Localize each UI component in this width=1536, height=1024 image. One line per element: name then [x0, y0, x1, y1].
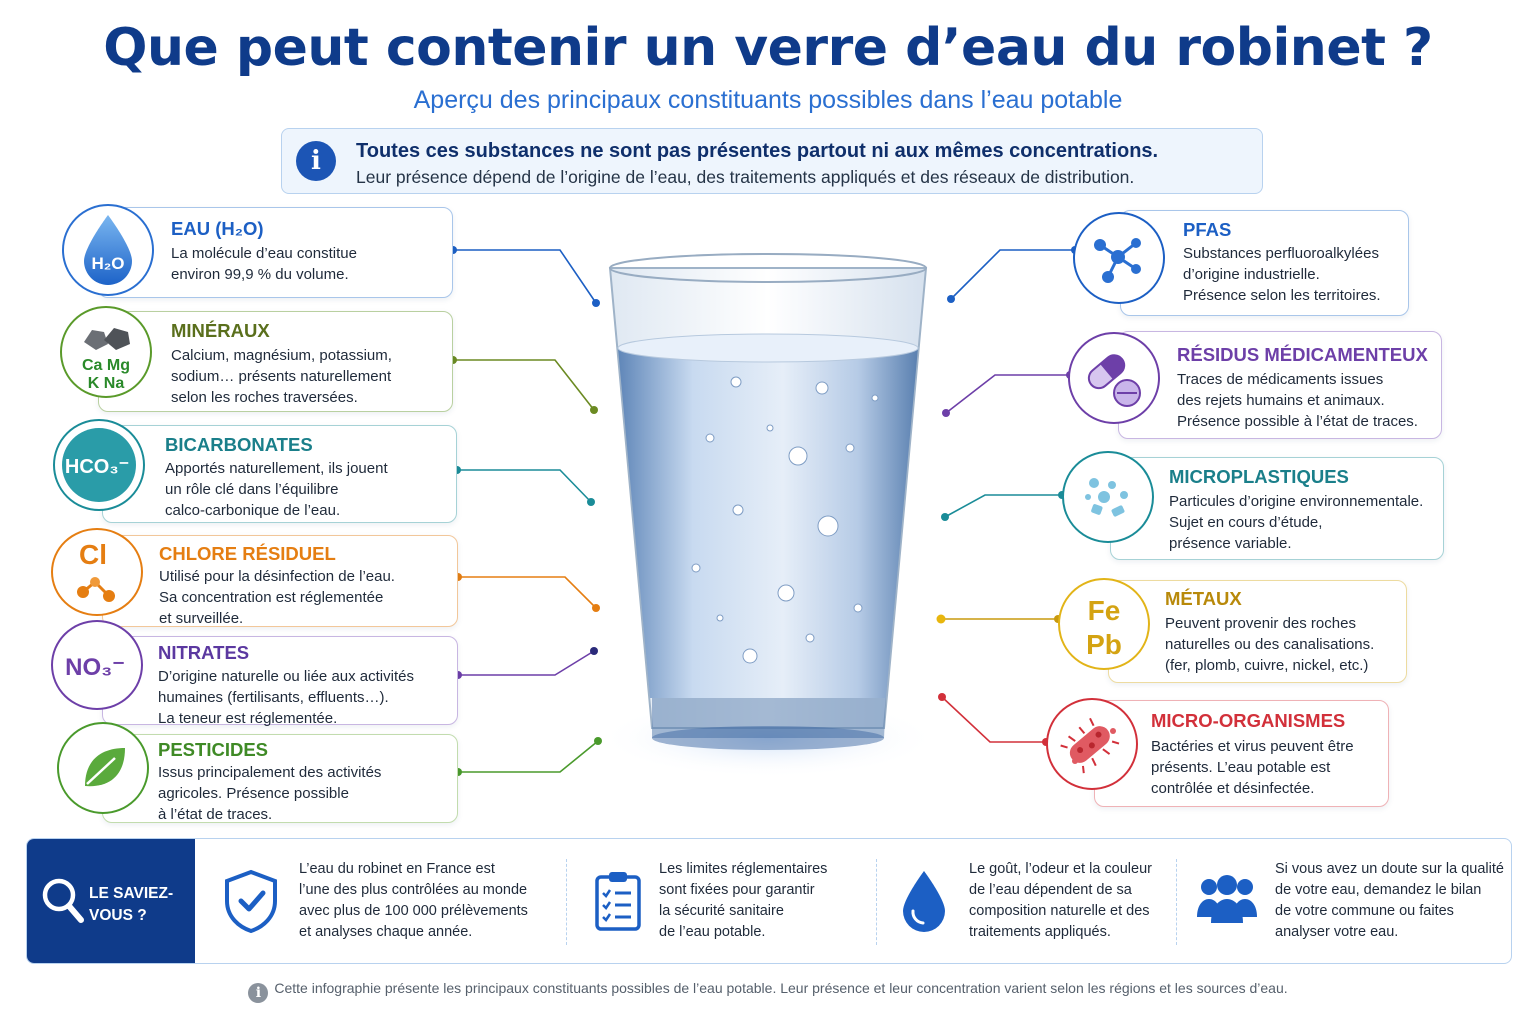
card-title: RÉSIDUS MÉDICAMENTEUX — [1177, 344, 1428, 365]
card-text: La molécule d’eau constitue environ 99,9 % du volume. — [171, 245, 357, 283]
card-text: Peuvent provenir des roches naturelles ou des canalisations. (fer, plomb, cuivre, nickel, etc.) — [1165, 615, 1375, 674]
card-text: Substances perfluoroalkylées d’origine industrielle. Présence selon les territoires. — [1183, 245, 1381, 304]
svg-text:HCO₃⁻: HCO₃⁻ — [64, 456, 130, 478]
shield-check-icon — [223, 869, 279, 933]
svg-text:Pb: Pb — [1086, 629, 1122, 660]
clipboard-icon — [593, 869, 643, 933]
card-text: Utilisé pour la désinfection de l’eau. Sa concentration est réglementée et surveillée. — [159, 568, 395, 627]
fact-controles — [223, 839, 563, 964]
card-title: BICARBONATES — [165, 434, 313, 455]
pills-icon — [1068, 332, 1160, 424]
card-metaux — [1108, 580, 1407, 683]
divider — [566, 859, 567, 945]
card-bicarbonates — [102, 425, 457, 523]
fact-limites — [593, 839, 893, 964]
molecule-icon — [1073, 212, 1165, 304]
svg-text:NO₃⁻: NO₃⁻ — [65, 654, 125, 681]
footer-note — [0, 980, 1536, 1003]
page-subtitle: Aperçu des principaux constituants possibles dans l’eau potable — [413, 86, 1123, 114]
divider — [1176, 859, 1177, 945]
magnifier-icon — [41, 877, 85, 925]
card-title: MÉTAUX — [1165, 588, 1242, 609]
card-text: D’origine naturelle ou liée aux activités humaines (fertilisants, effluents…). La teneur est réglementée. — [158, 668, 414, 727]
info-line-1: Toutes ces substances ne sont pas présentes partout ni aux mêmes concentrations. — [356, 140, 1159, 162]
card-residus-medicamenteux — [1118, 331, 1442, 439]
drop-icon — [899, 869, 949, 935]
card-title: PFAS — [1183, 219, 1232, 240]
card-mineraux — [98, 311, 453, 412]
card-text: Apportés naturellement, ils jouent un rôle clé dans l’équilibre calco-carbonique de l’eau. — [165, 460, 388, 519]
leaf-icon — [57, 722, 149, 814]
card-text: Particules d’origine environnementale. Sujet en cours d’étude, présence variable. — [1169, 493, 1424, 552]
did-you-know-panel — [26, 838, 1512, 964]
microplastics-icon — [1062, 451, 1154, 543]
bacteria-icon — [1046, 698, 1138, 790]
water-drop-h2o-icon — [62, 204, 154, 296]
chlorine-molecule-icon — [51, 528, 143, 616]
info-icon: i — [248, 983, 268, 1003]
page-title: Que peut contenir un verre d’eau du robinet ? — [103, 18, 1433, 78]
metals-icon — [1058, 578, 1150, 670]
people-icon — [1195, 873, 1259, 925]
card-pesticides — [102, 734, 458, 823]
rocks-icon — [60, 306, 152, 398]
fact-text: L’eau du robinet en France est l’une des plus contrôlées au monde avec plus de 100 000 prélèvements et analyses chaque année. — [299, 861, 528, 940]
card-title: NITRATES — [158, 642, 250, 663]
card-title: MINÉRAUX — [171, 320, 270, 341]
footer-text: Cette infographie présente les principaux constituants possibles de l’eau potable. Leur présence et leur concentration varient selon les régions et les sources d’eau. — [274, 980, 1288, 996]
fact-doute — [1195, 839, 1505, 964]
fact-gout — [899, 839, 1189, 964]
divider — [876, 859, 877, 945]
svg-text:Ca Mg: Ca Mg — [82, 357, 130, 374]
info-line-2: Leur présence dépend de l’origine de l’eau, des traitements appliqués et des réseaux de distribution. — [356, 167, 1135, 187]
card-nitrates — [102, 636, 458, 725]
card-text: Bactéries et virus peuvent être présents. L’eau potable est contrôlée et désinfectée. — [1151, 738, 1354, 797]
card-microplastiques — [1110, 457, 1444, 560]
fact-text: Le goût, l’odeur et la couleur de l’eau dépendent de sa composition naturelle et des traitements appliqués. — [969, 861, 1152, 940]
card-chlore — [102, 535, 458, 627]
svg-text:H₂O: H₂O — [91, 254, 125, 273]
fact-text: Si vous avez un doute sur la qualité de votre eau, demandez le bilan de votre commune ou faites analyser votre eau. — [1275, 861, 1504, 940]
card-micro-organismes — [1094, 700, 1389, 807]
water-glass-illustration — [600, 238, 936, 778]
card-title: MICRO-ORGANISMES — [1151, 710, 1346, 731]
svg-text:Cl: Cl — [79, 539, 107, 570]
info-icon: i — [296, 141, 336, 181]
did-you-know-title: LE SAVIEZ- VOUS ? — [89, 885, 174, 924]
card-text: Calcium, magnésium, potassium, sodium… présents naturellement selon les roches traversées. — [171, 347, 392, 406]
bicarbonate-icon — [53, 419, 145, 511]
card-title: PESTICIDES — [158, 739, 268, 760]
card-title: CHLORE RÉSIDUEL — [159, 543, 336, 564]
did-you-know-header — [27, 839, 195, 964]
card-title: EAU (H₂O) — [171, 218, 264, 239]
svg-text:K Na: K Na — [87, 375, 125, 392]
nitrate-icon — [51, 620, 143, 710]
svg-text:Fe: Fe — [1087, 595, 1121, 626]
card-text: Traces de médicaments issues des rejets humains et animaux. Présence possible à l’état de traces. — [1177, 371, 1418, 430]
card-title: MICROPLASTIQUES — [1169, 466, 1349, 487]
info-banner — [281, 128, 1263, 194]
fact-text: Les limites réglementaires sont fixées pour garantir la sécurité sanitaire de l’eau potable. — [659, 861, 828, 940]
card-text: Issus principalement des activités agricoles. Présence possible à l’état de traces. — [158, 764, 382, 823]
